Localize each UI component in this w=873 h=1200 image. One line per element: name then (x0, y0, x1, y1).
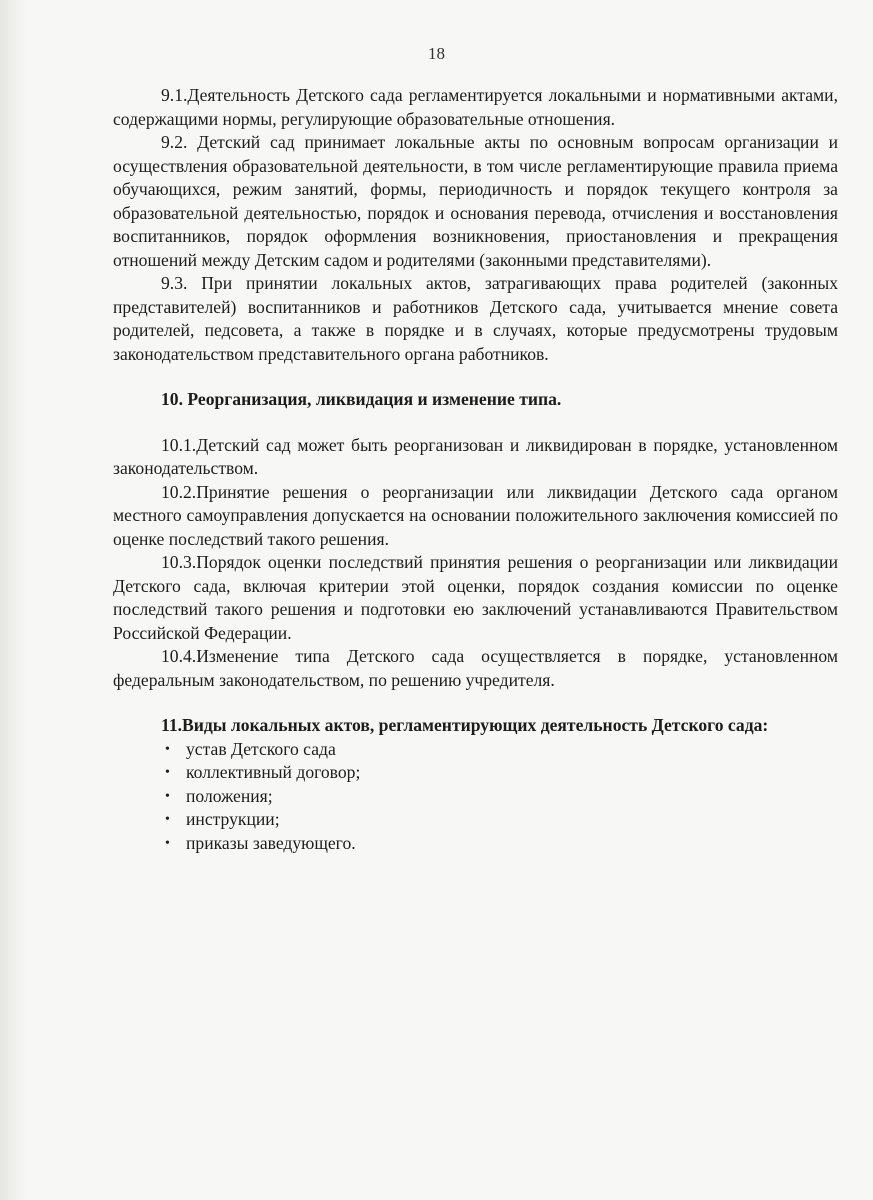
paragraph-10-1: 10.1.Детский сад может быть реорганизован и ликвидирован в порядке, установленном законодательством. (113, 434, 838, 478)
section-11-heading: 11.Виды локальных актов, регламентирующих деятельность Детского сада: (161, 715, 769, 735)
list-item (167, 832, 838, 856)
list-item (167, 808, 838, 832)
bullet-icon: • (165, 765, 170, 780)
section-10-heading: 10. Реорганизация, ликвидация и изменение типа. (161, 389, 562, 409)
list-item-text: инструкции; (186, 809, 280, 829)
bullet-icon: • (165, 835, 170, 851)
paragraph-9-1: 9.1.Деятельность Детского сада регламентируется локальными и нормативными актами, содержащими нормы, регулирующие образовательные отношения. (113, 85, 838, 129)
scan-edge-shade (0, 0, 26, 1200)
document-body (113, 84, 838, 855)
paragraph-10-3: 10.3.Порядок оценки последствий принятия решения о реорганизации или ликвидации Детского сада, включая критерии этой оценки, порядок создания комиссии по оценке последствий такого решения и подготовки ею заключений устанавливаются Правительством Российской Федерации. (113, 552, 838, 643)
page-number: 18 (428, 44, 445, 63)
spacer (113, 692, 838, 714)
list-item-text: положения; (186, 785, 273, 806)
list-item-text: устав Детского сада (186, 738, 336, 759)
paragraph-9-3: 9.3. При принятии локальных актов, затрагивающих права родителей (законных представителей) воспитанников и работников Детского сада, учитывается мнение совета родителей, педсовета, а также в порядке и в случаях, которые предусмотрены трудовым законодательством представительного органа работников. (113, 273, 838, 364)
bullet-icon: • (165, 812, 170, 827)
paragraph-9-2: 9.2. Детский сад принимает локальные акты по основным вопросам организации и осуществления образовательной деятельности, в том числе регламентирующие правила приема обучающихся, режим занятий, формы, периодичность и порядок текущего контроля за образовательной деятельностью, порядок и основания перевода, отчисления и восстановления воспитанников, порядок оформления возникновения, приостановления и прекращения отношений между Детским садом и родителями (законными представителями). (113, 132, 838, 270)
list-item (167, 761, 838, 785)
bullet-icon: • (165, 741, 170, 757)
bullet-icon: • (165, 788, 170, 804)
spacer (113, 412, 838, 434)
spacer (113, 366, 838, 388)
list-item (167, 738, 838, 762)
list-item (167, 785, 838, 809)
local-acts-list (113, 738, 838, 856)
list-item-text: приказы заведующего. (186, 832, 356, 853)
paragraph-10-4: 10.4.Изменение типа Детского сада осуществляется в порядке, установленном федеральным законодательством, по решению учредителя. (113, 646, 838, 690)
paragraph-10-2: 10.2.Принятие решения о реорганизации или ликвидации Детского сада органом местного самоуправления допускается на основании положительного заключения комиссией по оценке последствий такого решения. (113, 481, 838, 549)
list-item-text: коллективный договор; (186, 762, 361, 782)
